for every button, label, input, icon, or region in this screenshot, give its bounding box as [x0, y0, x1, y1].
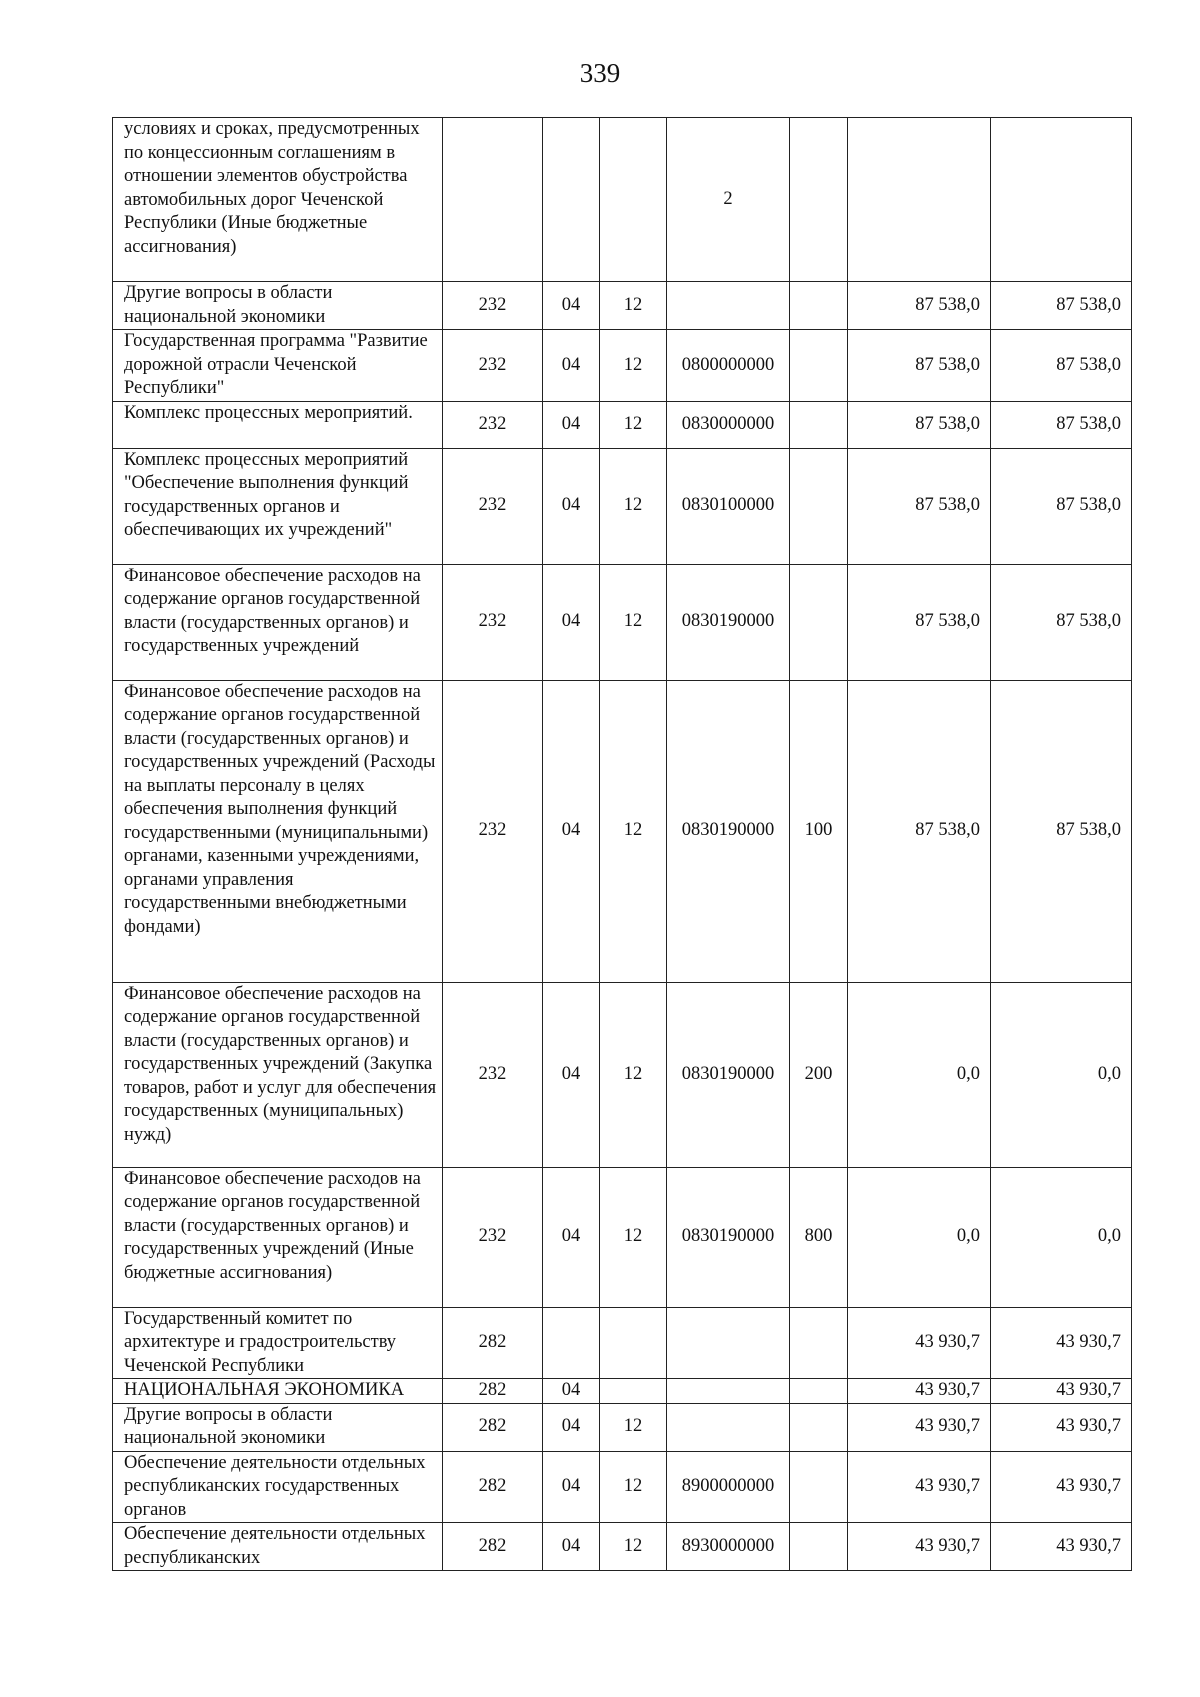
cell-target-article: 0830190000 [667, 1167, 790, 1307]
cell-amount-2: 87 538,0 [991, 401, 1132, 448]
table-row [113, 118, 1132, 282]
cell-expense-type [790, 330, 848, 402]
row-name: Государственный комитет по архитектуре и градостроительству Чеченской Республики [113, 1307, 443, 1379]
cell-expense-type: 200 [790, 982, 848, 1167]
cell-target-article: 0830000000 [667, 401, 790, 448]
cell-expense-type [790, 448, 848, 564]
row-name: Комплекс процессных мероприятий. [113, 401, 443, 448]
cell-expense-type [790, 118, 848, 282]
cell-expense-type [790, 1403, 848, 1451]
table-row [113, 448, 1132, 564]
row-name: НАЦИОНАЛЬНАЯ ЭКОНОМИКА [113, 1379, 443, 1404]
cell-subsection: 12 [600, 564, 667, 680]
cell-section: 04 [543, 1167, 600, 1307]
cell-subsection: 12 [600, 982, 667, 1167]
cell-amount-2: 43 930,7 [991, 1403, 1132, 1451]
cell-section: 04 [543, 1451, 600, 1523]
table-row [113, 680, 1132, 982]
cell-ved: 282 [443, 1451, 543, 1523]
cell-amount-1 [848, 118, 991, 282]
cell-amount-1: 43 930,7 [848, 1451, 991, 1523]
cell-ved: 232 [443, 330, 543, 402]
cell-amount-2: 87 538,0 [991, 448, 1132, 564]
cell-section: 04 [543, 680, 600, 982]
cell-subsection: 12 [600, 1451, 667, 1523]
cell-section: 04 [543, 564, 600, 680]
cell-ved: 232 [443, 680, 543, 982]
cell-subsection: 12 [600, 401, 667, 448]
table-body [113, 118, 1132, 1571]
cell-amount-1: 43 930,7 [848, 1379, 991, 1404]
budget-table [112, 117, 1132, 1571]
table-row [113, 1307, 1132, 1379]
cell-amount-1: 87 538,0 [848, 680, 991, 982]
cell-subsection [600, 1379, 667, 1404]
cell-section: 04 [543, 982, 600, 1167]
row-name: Государственная программа "Развитие дорожной отрасли Чеченской Республики" [113, 330, 443, 402]
cell-ved: 232 [443, 564, 543, 680]
cell-expense-type [790, 282, 848, 330]
cell-ved: 232 [443, 448, 543, 564]
table-row [113, 1379, 1132, 1404]
cell-target-article: 0830190000 [667, 982, 790, 1167]
cell-section: 04 [543, 282, 600, 330]
cell-ved: 282 [443, 1403, 543, 1451]
table-row [113, 1167, 1132, 1307]
row-name: Финансовое обеспечение расходов на содержание органов государственной власти (государственных органов) и государственных учреждений (Закупка товаров, работ и услуг для обеспечения государственных (муниципальных) нужд) [113, 982, 443, 1167]
cell-ved: 232 [443, 982, 543, 1167]
cell-target-article: 8930000000 [667, 1523, 790, 1571]
cell-amount-1: 87 538,0 [848, 401, 991, 448]
cell-amount-1: 87 538,0 [848, 448, 991, 564]
cell-subsection [600, 1307, 667, 1379]
cell-amount-1: 87 538,0 [848, 330, 991, 402]
row-name: Обеспечение деятельности отдельных республиканских [113, 1523, 443, 1571]
cell-amount-1: 87 538,0 [848, 282, 991, 330]
cell-amount-2: 87 538,0 [991, 282, 1132, 330]
cell-subsection: 12 [600, 1167, 667, 1307]
cell-section: 04 [543, 448, 600, 564]
row-name: Финансовое обеспечение расходов на содержание органов государственной власти (государственных органов) и государственных учреждений (Иные бюджетные ассигнования) [113, 1167, 443, 1307]
cell-section: 04 [543, 1379, 600, 1404]
cell-ved: 232 [443, 401, 543, 448]
cell-expense-type [790, 564, 848, 680]
cell-target-article: 0830190000 [667, 564, 790, 680]
cell-ved [443, 118, 543, 282]
cell-subsection: 12 [600, 1523, 667, 1571]
cell-amount-1: 87 538,0 [848, 564, 991, 680]
cell-section: 04 [543, 1523, 600, 1571]
cell-amount-2: 87 538,0 [991, 680, 1132, 982]
cell-section: 04 [543, 1403, 600, 1451]
cell-ved: 282 [443, 1523, 543, 1571]
cell-section [543, 1307, 600, 1379]
cell-amount-2: 43 930,7 [991, 1307, 1132, 1379]
cell-ved: 232 [443, 1167, 543, 1307]
table-row [113, 1451, 1132, 1523]
cell-target-article: 8900000000 [667, 1451, 790, 1523]
cell-amount-2: 0,0 [991, 1167, 1132, 1307]
row-name: Обеспечение деятельности отдельных республиканских государственных органов [113, 1451, 443, 1523]
cell-subsection: 12 [600, 680, 667, 982]
cell-section: 04 [543, 401, 600, 448]
cell-ved: 232 [443, 282, 543, 330]
cell-target-article: 0830100000 [667, 448, 790, 564]
row-name: Другие вопросы в области национальной экономики [113, 1403, 443, 1451]
cell-target-article [667, 282, 790, 330]
row-name: Другие вопросы в области национальной экономики [113, 282, 443, 330]
cell-amount-2: 43 930,7 [991, 1379, 1132, 1404]
cell-amount-1: 0,0 [848, 1167, 991, 1307]
cell-subsection [600, 118, 667, 282]
table-row [113, 982, 1132, 1167]
cell-expense-type [790, 1451, 848, 1523]
cell-subsection: 12 [600, 1403, 667, 1451]
cell-amount-2: 87 538,0 [991, 564, 1132, 680]
table-row [113, 401, 1132, 448]
row-name: условиях и сроках, предусмотренных по концессионным соглашениям в отношении элементов обустройства автомобильных дорог Чеченской Республики (Иные бюджетные ассигнования) [113, 118, 443, 282]
cell-target-article [667, 1379, 790, 1404]
cell-expense-type [790, 1523, 848, 1571]
cell-ved: 282 [443, 1307, 543, 1379]
table-row [113, 564, 1132, 680]
cell-expense-type: 100 [790, 680, 848, 982]
cell-target-article: 0800000000 [667, 330, 790, 402]
row-name: Комплекс процессных мероприятий "Обеспечение выполнения функций государственных органов и обеспечивающих их учреждений" [113, 448, 443, 564]
table-row [113, 330, 1132, 402]
cell-expense-type: 800 [790, 1167, 848, 1307]
cell-expense-type [790, 1307, 848, 1379]
cell-subsection: 12 [600, 282, 667, 330]
cell-target-article: 0830190000 [667, 680, 790, 982]
cell-amount-1: 43 930,7 [848, 1307, 991, 1379]
cell-target-article: 2 [667, 118, 790, 282]
table-row [113, 1523, 1132, 1571]
cell-expense-type [790, 1379, 848, 1404]
cell-amount-1: 43 930,7 [848, 1523, 991, 1571]
cell-section: 04 [543, 330, 600, 402]
cell-amount-1: 43 930,7 [848, 1403, 991, 1451]
cell-amount-2: 87 538,0 [991, 330, 1132, 402]
table-row [113, 282, 1132, 330]
cell-amount-2: 43 930,7 [991, 1523, 1132, 1571]
cell-amount-2 [991, 118, 1132, 282]
row-name: Финансовое обеспечение расходов на содержание органов государственной власти (государственных органов) и государственных учреждений [113, 564, 443, 680]
cell-section [543, 118, 600, 282]
page-number: 339 [579, 58, 621, 88]
cell-amount-2: 0,0 [991, 982, 1132, 1167]
cell-target-article [667, 1403, 790, 1451]
cell-subsection: 12 [600, 448, 667, 564]
cell-subsection: 12 [600, 330, 667, 402]
cell-ved: 282 [443, 1379, 543, 1404]
cell-expense-type [790, 401, 848, 448]
cell-amount-2: 43 930,7 [991, 1451, 1132, 1523]
cell-target-article [667, 1307, 790, 1379]
cell-amount-1: 0,0 [848, 982, 991, 1167]
row-name: Финансовое обеспечение расходов на содержание органов государственной власти (государственных органов) и государственных учреждений (Расходы на выплаты персоналу в целях обеспечения выполнения функций государственными (муниципальными) органами, казенными учреждениями, органами управления государственными внебюджетными фондами) [113, 680, 443, 982]
table-row [113, 1403, 1132, 1451]
